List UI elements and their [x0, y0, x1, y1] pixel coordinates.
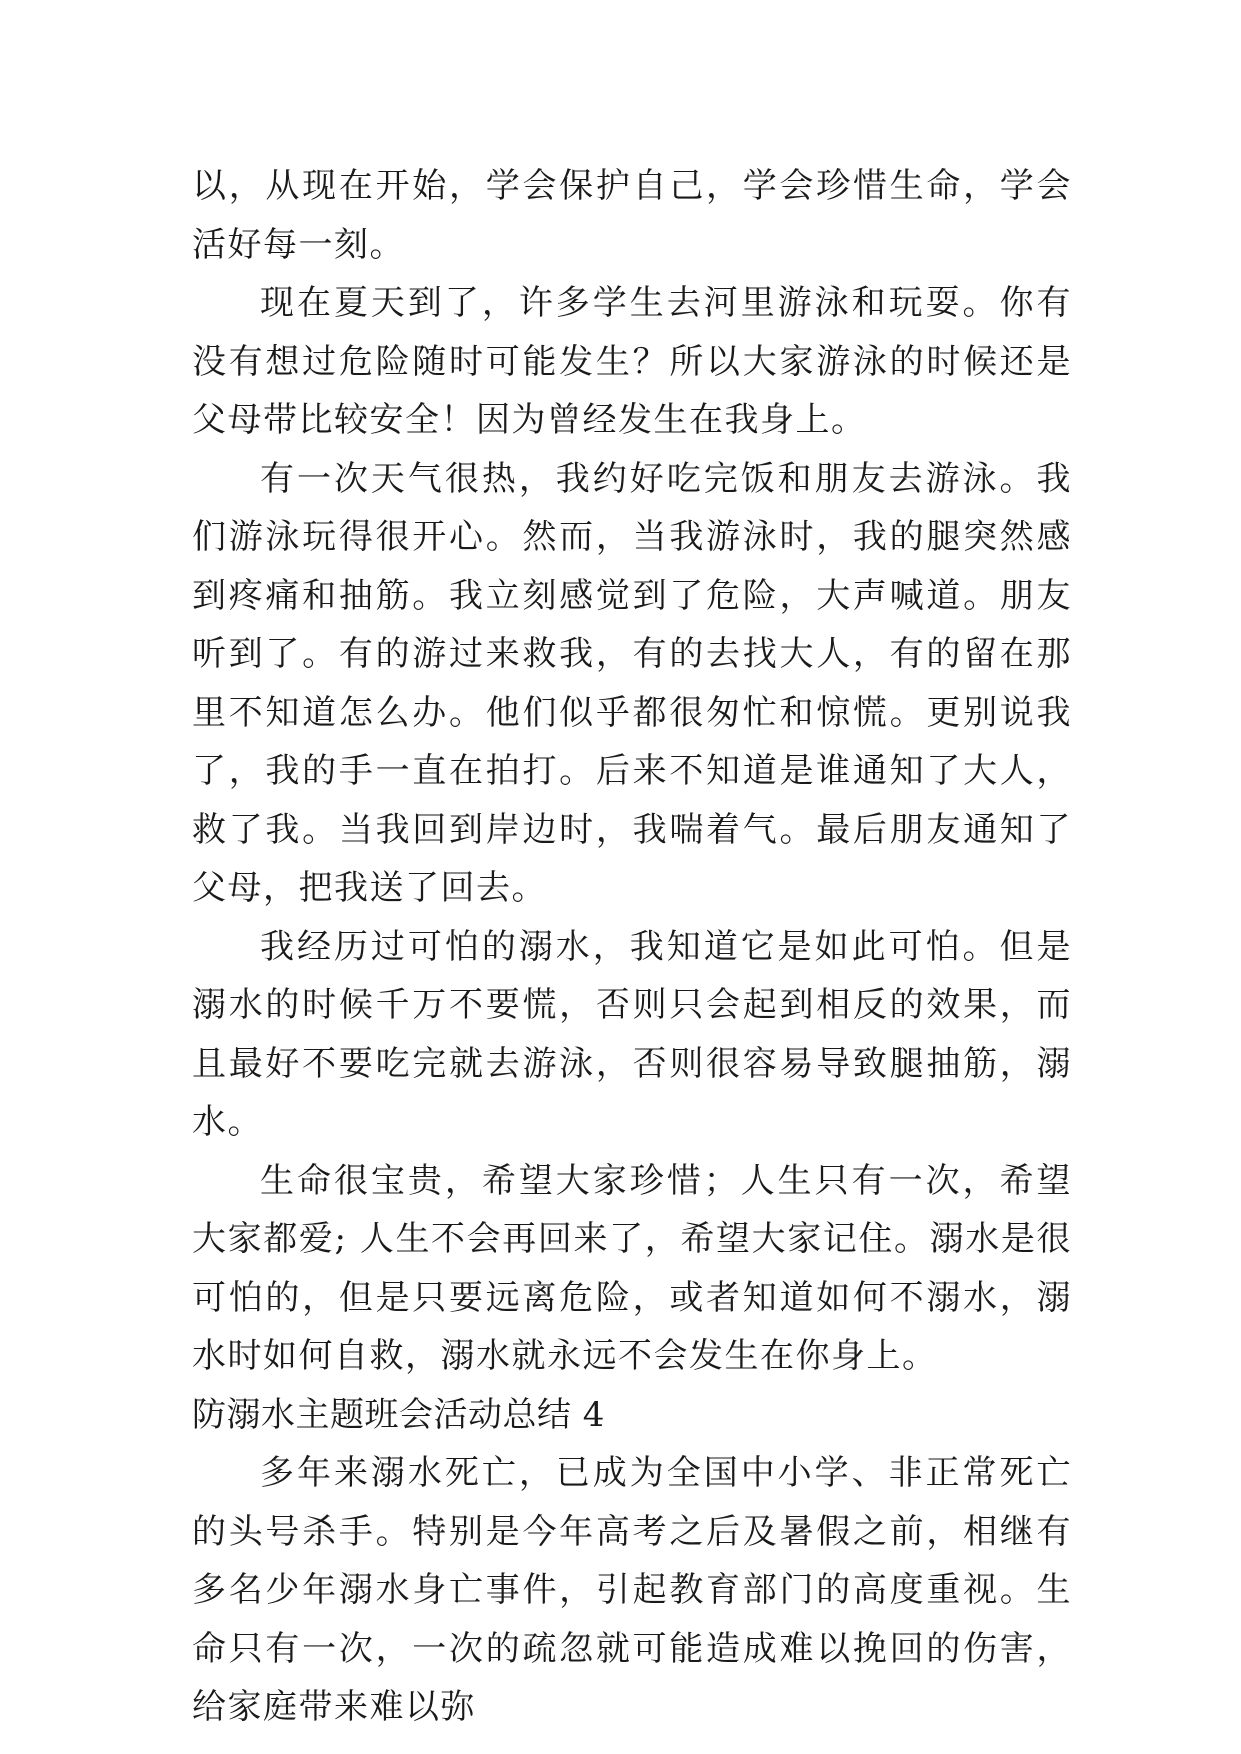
paragraph-3: 有一次天气很热，我约好吃完饭和朋友去游泳。我们游泳玩得很开心。然而，当我游泳时，我的腿突然感到疼痛和抽筋。我立刻感觉到了危险，大声喊道。朋友听到了。有的游过来救我，有的去找大人，有的留在那里不知道怎么办。他们似乎都很匆忙和惊慌。更别说我了，我的手一直在拍打。后来不知道是谁通知了大人，救了我。当我回到岸边时，我喘着气。最后朋友通知了父母，把我送了回去。: [192, 458, 1072, 908]
paragraph-2: 现在夏天到了，许多学生去河里游泳和玩耍。你有没有想过危险随时可能发生？所以大家游泳的时候还是父母带比较安全！因为曾经发生在我身上。: [192, 283, 1072, 440]
paragraph-1: 以，从现在开始，学会保护自己，学会珍惜生命，学会活好每一刻。: [192, 166, 1072, 265]
paragraph-6: 多年来溺水死亡，已成为全国中小学、非正常死亡的头号杀手。特别是今年高考之后及暑假之前，相继有多名少年溺水身亡事件，引起教育部门的高度重视。生命只有一次，一次的疏忽就可能造成难以挽回的伤害，给家庭带来难以弥: [192, 1453, 1072, 1727]
section-heading: 防溺水主题班会活动总结 4: [192, 1394, 605, 1435]
paragraph-5: 生命很宝贵，希望大家珍惜；人生只有一次，希望大家都爱; 人生不会再回来了，希望大家记住。溺水是很可怕的，但是只要远离危险，或者知道如何不溺水，溺水时如何自救，溺水就永远不会发生在你身上。: [192, 1160, 1072, 1376]
document-body: [192, 157, 1072, 1737]
paragraph-4: 我经历过可怕的溺水，我知道它是如此可怕。但是溺水的时候千万不要慌，否则只会起到相反的效果，而且最好不要吃完就去游泳，否则很容易导致腿抽筋，溺水。: [192, 926, 1072, 1142]
